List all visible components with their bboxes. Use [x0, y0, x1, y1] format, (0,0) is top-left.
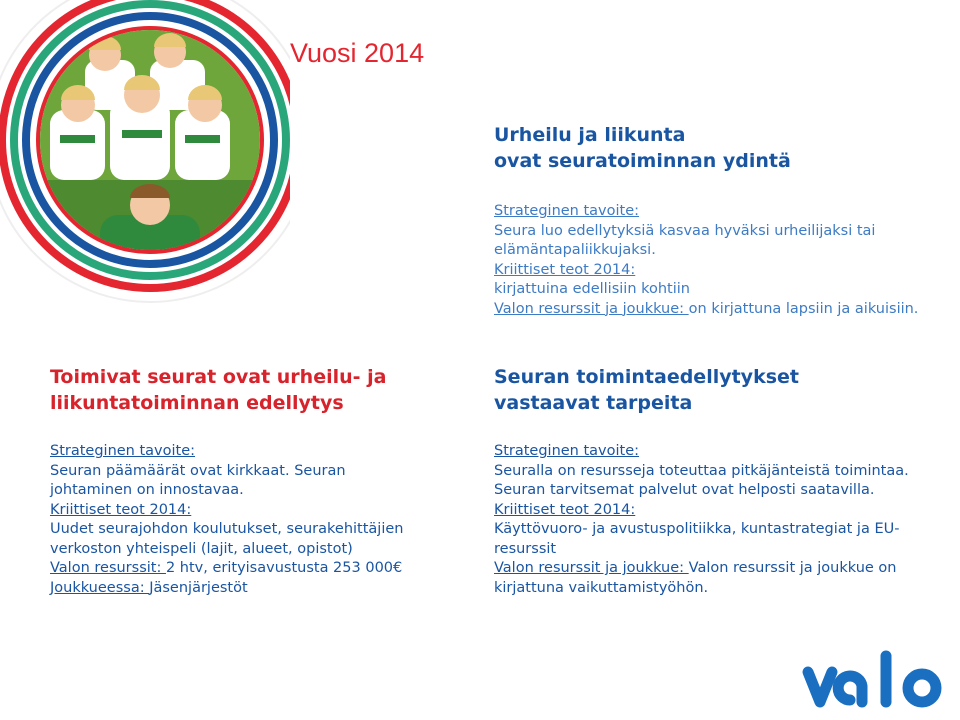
section-clubs-body	[50, 442, 403, 598]
page-title: Vuosi 2014	[290, 38, 425, 68]
section-conditions	[494, 364, 799, 416]
goal-text-line2: Seuran tarvitsemat palvelut ovat helposti saatavilla.	[494, 482, 875, 498]
section-heading-line1: Toimivat seurat ovat urheilu- ja	[50, 366, 387, 388]
goal-text-line1: Seuran päämäärät ovat kirkkaat. Seuran	[50, 462, 346, 479]
resources-line	[494, 300, 918, 320]
acts-text-line2: verkoston yhteispeli (lajit, alueet, opistot)	[50, 540, 353, 557]
resources-text: on kirjattuna lapsiin ja aikuisiin.	[688, 300, 919, 317]
acts-text-line1: Käyttövuoro- ja avustuspolitiikka, kuntastrategiat ja EU-	[494, 521, 900, 537]
goal-label: Strateginen tavoite:	[494, 203, 640, 219]
section-heading-line2: liikuntatoiminnan edellytys	[50, 392, 344, 414]
acts-text-line1: Uudet seurajohdon koulutukset, seurakehittäjien	[50, 521, 404, 537]
section-core-sports-body	[494, 202, 918, 319]
team-photo	[0, 0, 290, 310]
section-conditions-body	[494, 442, 909, 598]
section-core-sports	[494, 122, 791, 174]
acts-label: Kriittiset teot 2014:	[494, 261, 636, 278]
acts-text: kirjattuina edellisiin kohtiin	[494, 281, 690, 297]
section-heading-line2: vastaavat tarpeita	[494, 392, 693, 414]
goal-text-line1: Seuralla on resursseja toteuttaa pitkäjänteistä toimintaa.	[494, 462, 909, 479]
section-heading-line2: ovat seuratoiminnan ydintä	[494, 150, 791, 172]
section-heading-line1: Urheilu ja liikunta	[494, 124, 686, 146]
goal-text-line1: Seura luo edellytyksiä kasvaa hyväksi urheilijaksi tai	[494, 222, 876, 239]
acts-text-line2: resurssit	[494, 540, 557, 557]
goal-label: Strateginen tavoite:	[494, 443, 640, 459]
acts-label: Kriittiset teot 2014:	[50, 501, 192, 518]
acts-label: Kriittiset teot 2014:	[494, 501, 636, 518]
section-heading-line1: Seuran toimintaedellytykset	[494, 366, 799, 388]
resources-line	[50, 559, 403, 579]
resources-line	[494, 559, 909, 579]
goal-text-line2: johtaminen on innostavaa.	[50, 482, 244, 498]
goal-text-line2: elämäntapaliikkujaksi.	[494, 242, 656, 258]
resources-text: 2 htv, erityisavustusta 253 000€	[165, 560, 403, 576]
resources-label: Valon resurssit:	[50, 560, 166, 576]
team-label: Joukkueessa:	[50, 579, 150, 596]
team-photo-icon	[0, 0, 290, 310]
resources-text-line2: kirjattuna vaikuttamistyöhön.	[494, 579, 709, 596]
resources-label: Valon resurssit ja joukkue:	[494, 300, 689, 317]
team-text: Jäsenjärjestöt	[149, 579, 248, 596]
resources-label: Valon resurssit ja joukkue:	[494, 560, 689, 576]
section-clubs	[50, 364, 386, 416]
resources-text-line1: Valon resurssit ja joukkue on	[688, 560, 897, 576]
valo-logo	[800, 650, 950, 714]
goal-label: Strateginen tavoite:	[50, 443, 196, 459]
valo-logo-icon	[800, 650, 950, 714]
team-line	[50, 579, 403, 599]
